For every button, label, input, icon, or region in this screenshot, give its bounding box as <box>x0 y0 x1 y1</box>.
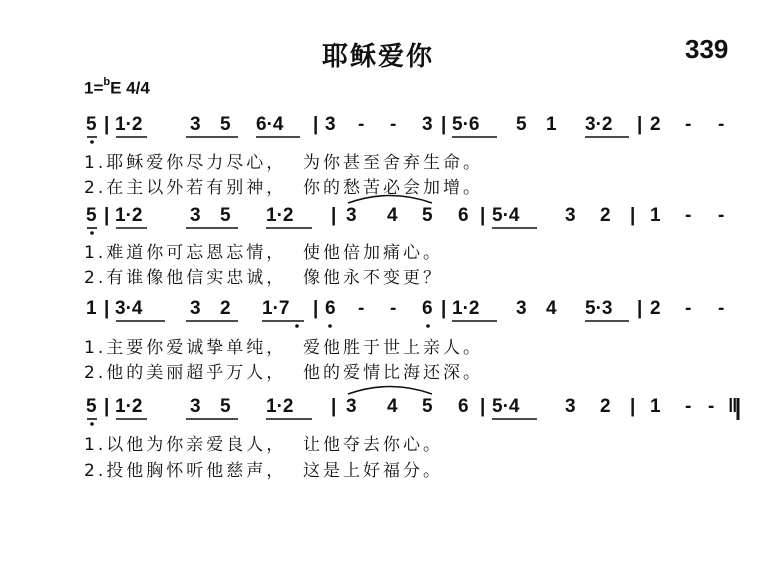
lyric-line-2a: 1.难道你可忘恩忘情， 使他倍加痛心。 <box>84 243 444 263</box>
lyric-line-1a: 1.耶稣爱你尽力尽心， 为你甚至舍弃生命。 <box>84 153 484 173</box>
flat-sign: b <box>103 76 111 88</box>
lyric-line-2b: 2.有谁像他信实忠诚， 像他永不变更？ <box>84 268 444 288</box>
notation-line-4: 5 | 1·2 3 5 1·2 | 3 4 5 6 | 5·4 3 2 | 1 - - ‖ <box>86 396 738 417</box>
lyric-line-3b: 2.他的美丽超乎万人， 他的爱情比海还深。 <box>84 363 484 383</box>
notation-line-2: 5 | 1·2 3 5 1·2 | 3 4 5 6 | 5·4 3 2 | 1 - - <box>86 205 725 226</box>
lyric-line-4a: 1.以他为你亲爱良人， 让他夺去你心。 <box>84 435 444 455</box>
key-rest: E 4/4 <box>110 78 150 98</box>
key-prefix: 1= <box>84 78 104 98</box>
notation-line-1: 5 | 1·2 3 5 6·4 | 3 - - 3 | 5·6 5 1 3·2 | 2 - - <box>86 114 725 135</box>
lyric-line-4b: 2.投他胸怀听他慈声， 这是上好福分。 <box>84 461 444 481</box>
song-title: 耶稣爱你 <box>322 42 435 72</box>
hymn-number: 339 <box>685 34 729 64</box>
notation-line-3: 1 | 3·4 3 2 1·7 | 6 - - 6 | 1·2 3 4 5·3 | 2 - - <box>86 298 725 319</box>
lyric-line-1b: 2.在主以外若有别神， 你的愁苦必会加增。 <box>84 178 484 198</box>
lyric-line-3a: 1.主要你爱诚挚单纯， 爱他胜于世上亲人。 <box>84 338 484 358</box>
